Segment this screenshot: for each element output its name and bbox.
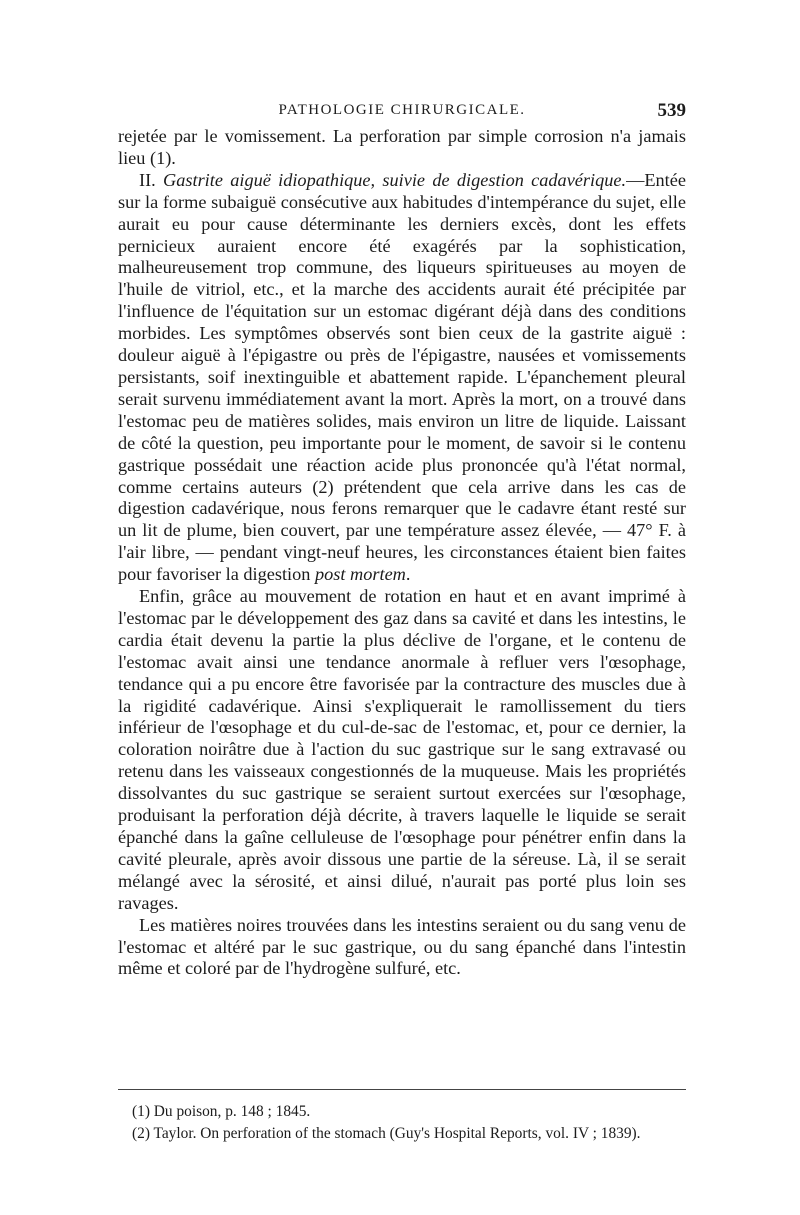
footnote-1: (1) Du poison, p. 148 ; 1845. — [132, 1103, 311, 1120]
footnotes — [118, 1101, 686, 1145]
paragraph-text: Les matières noires trouvées dans les intestins seraient ou du sang venu de l'estomac et altéré par le suc gastrique, ou du sang épanché dans l'intestin même et coloré par de l'hydrogène sulfuré, etc. — [118, 914, 686, 979]
paragraph-matieres — [118, 915, 686, 981]
running-title: PATHOLOGIE CHIRURGICALE. — [278, 102, 526, 118]
paragraph-text: —Entée sur la forme subaiguë consécutive aux habitudes d'intempérance du sujet, elle aurait eu pour cause déterminante les derniers excès, dont les effets pernicieux auraient encore été exagérés par la sophistication, malheureusement trop commune, des liqueurs spiritueuses au moyen de l'huile de vitriol, etc., et la marche des accidents aurait été précipitée par l'influence de l'équitation sur un estomac digérant déjà dans des conditions morbides. Les symptômes observés sont bien ceux de la gastrite aiguë : douleur aiguë à l'épigastre ou près de l'épigastre, nausées et vomissements persistants, soif inextinguible et abattement rapide. L'épanchement pleural serait survenu immédiatement avant la mort. Après la mort, on a trouvé dans l'estomac peu de matières solides, mais environ un litre de liquide. Laissant de côté la question, peu importante pour le moment, de savoir si le contenu gastrique possédait une réaction acide plus prononcée qu'à l'état normal, comme certains auteurs (2) prétendent que cela arrive dans les cas de digestion cadavérique, nous ferons remarquer que le cadavre étant resté sur un lit de plume, bien couvert, par une température assez élevée, — 47° F. à l'air libre, — pendant vingt-neuf heures, les circonstances étaient bien faites pour favoriser la digestion — [118, 169, 686, 585]
paragraph-gastrite — [118, 170, 686, 586]
footnote-2: (2) Taylor. On perforation of the stomach (Guy's Hospital Reports, vol. IV ; 1839). — [132, 1125, 641, 1142]
footnote-divider — [118, 1089, 686, 1090]
page-header — [118, 100, 686, 126]
paragraph-text-end: . — [405, 564, 411, 585]
section-heading: Gastrite aiguë idiopathique, suivie de digestion cadavérique. — [163, 169, 627, 190]
paragraph-text: Enfin, grâce au mouvement de rotation en haut et en avant imprimé à l'estomac par le développement des gaz dans sa cavité et dans les intestins, le cardia était devenu la partie la plus déclive de l'organe, et le contenu de l'estomac avait ainsi une tendance anormale à refluer vers l'œsophage, tendance qui a pu encore être favorisée par la contracture des muscles due à la rigidité cadavérique. Ainsi s'expliquerait le ramollissement du tiers inférieur de l'œsophage et du cul-de-sac de l'estomac, et, pour ce dernier, la coloration noirâtre due à l'action du suc gastrique sur le sang extravasé ou retenu dans les vaisseaux congestionnés de la muqueuse. Mais les propriétés dissolvantes du suc gastrique se seraient surtout exercées sur l'œsophage, produisant la perforation déjà décrite, à travers laquelle le liquide se serait épanché dans la gaîne celluleuse de l'œsophage pour pénétrer enfin dans la cavité pleurale, après avoir dissous une partie de la séreuse. Là, il se serait mélangé avec la sérosité, et ainsi dilué, n'aurait pas porté plus loin ses ravages. — [118, 586, 686, 913]
body-text — [118, 126, 686, 980]
section-numeral: II. — [139, 169, 164, 190]
paragraph-continuation — [118, 126, 686, 170]
paragraph-enfin — [118, 586, 686, 915]
paragraph-text: rejetée par le vomissement. La perforation par simple corrosion n'a jamais lieu (1). — [118, 126, 686, 168]
italic-term: post mortem — [314, 564, 406, 585]
page-number: 539 — [657, 100, 686, 121]
